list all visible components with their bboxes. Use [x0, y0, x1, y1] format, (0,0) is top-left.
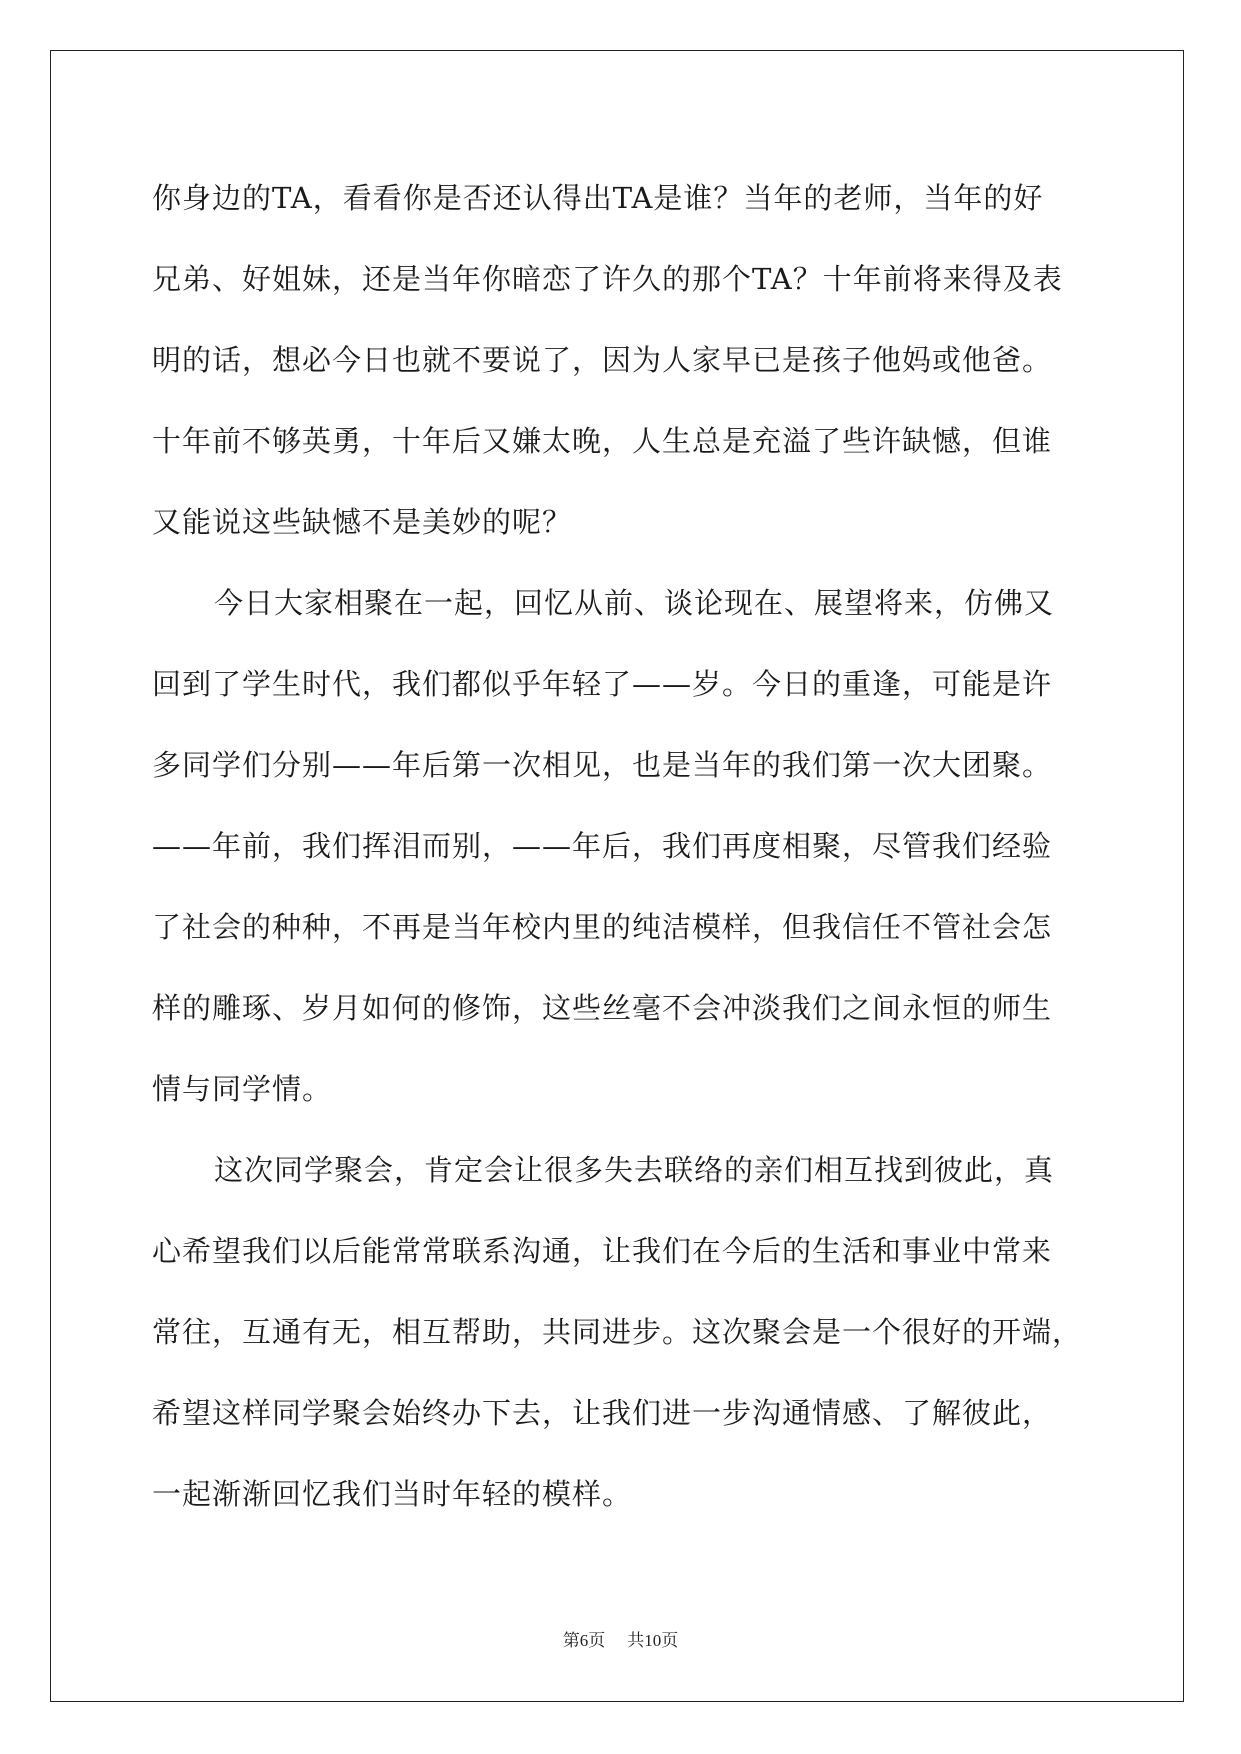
text-line: 兄弟、好姐妹，还是当年你暗恋了许久的那个TA？十年前将来得及表	[152, 262, 1063, 296]
text-line: 希望这样同学聚会始终办下去，让我们进一步沟通情感、了解彼此，	[152, 1396, 1053, 1430]
text-line: 心希望我们以后能常常联系沟通，让我们在今后的生活和事业中常来	[152, 1234, 1053, 1268]
text-line: 今日大家相聚在一起，回忆从前、谈论现在、展望将来，仿佛又	[214, 586, 1055, 620]
text-line: 回到了学生时代，我们都似乎年轻了——岁。今日的重逢，可能是许	[152, 667, 1053, 701]
text-line: 又能说这些缺憾不是美妙的呢？	[152, 505, 573, 539]
paragraph-2	[152, 563, 1092, 1130]
text-line: 了社会的种种，不再是当年校内里的纯洁模样，但我信任不管社会怎	[152, 910, 1053, 944]
document-body	[152, 158, 1092, 1535]
text-line: 明的话，想必今日也就不要说了，因为人家早已是孩子他妈或他爸。	[152, 343, 1053, 377]
paragraph-1	[152, 158, 1092, 563]
text-line: 一起渐渐回忆我们当时年轻的模样。	[152, 1477, 633, 1511]
text-line: 这次同学聚会，肯定会让很多失去联络的亲们相互找到彼此，真	[214, 1153, 1055, 1187]
text-line: 样的雕琢、岁月如何的修饰，这些丝毫不会冲淡我们之间永恒的师生	[152, 991, 1053, 1025]
text-line: 情与同学情。	[152, 1072, 333, 1106]
text-line: 多同学们分别——年后第一次相见，也是当年的我们第一次大团聚。	[152, 748, 1053, 782]
page-total: 共10页	[627, 1631, 679, 1650]
page-number: 第6页	[562, 1631, 606, 1650]
text-line: 十年前不够英勇，十年后又嫌太晚，人生总是充溢了些许缺憾，但谁	[152, 424, 1053, 458]
text-line: 你身边的TA，看看你是否还认得出TA是谁？当年的老师，当年的好	[152, 181, 1044, 215]
text-line: ——年前，我们挥泪而别，——年后，我们再度相聚，尽管我们经验	[152, 829, 1053, 863]
text-line: 常往，互通有无，相互帮助，共同进步。这次聚会是一个很好的开端，	[152, 1315, 1083, 1349]
paragraph-3	[152, 1130, 1092, 1535]
page-footer	[0, 1626, 1241, 1651]
